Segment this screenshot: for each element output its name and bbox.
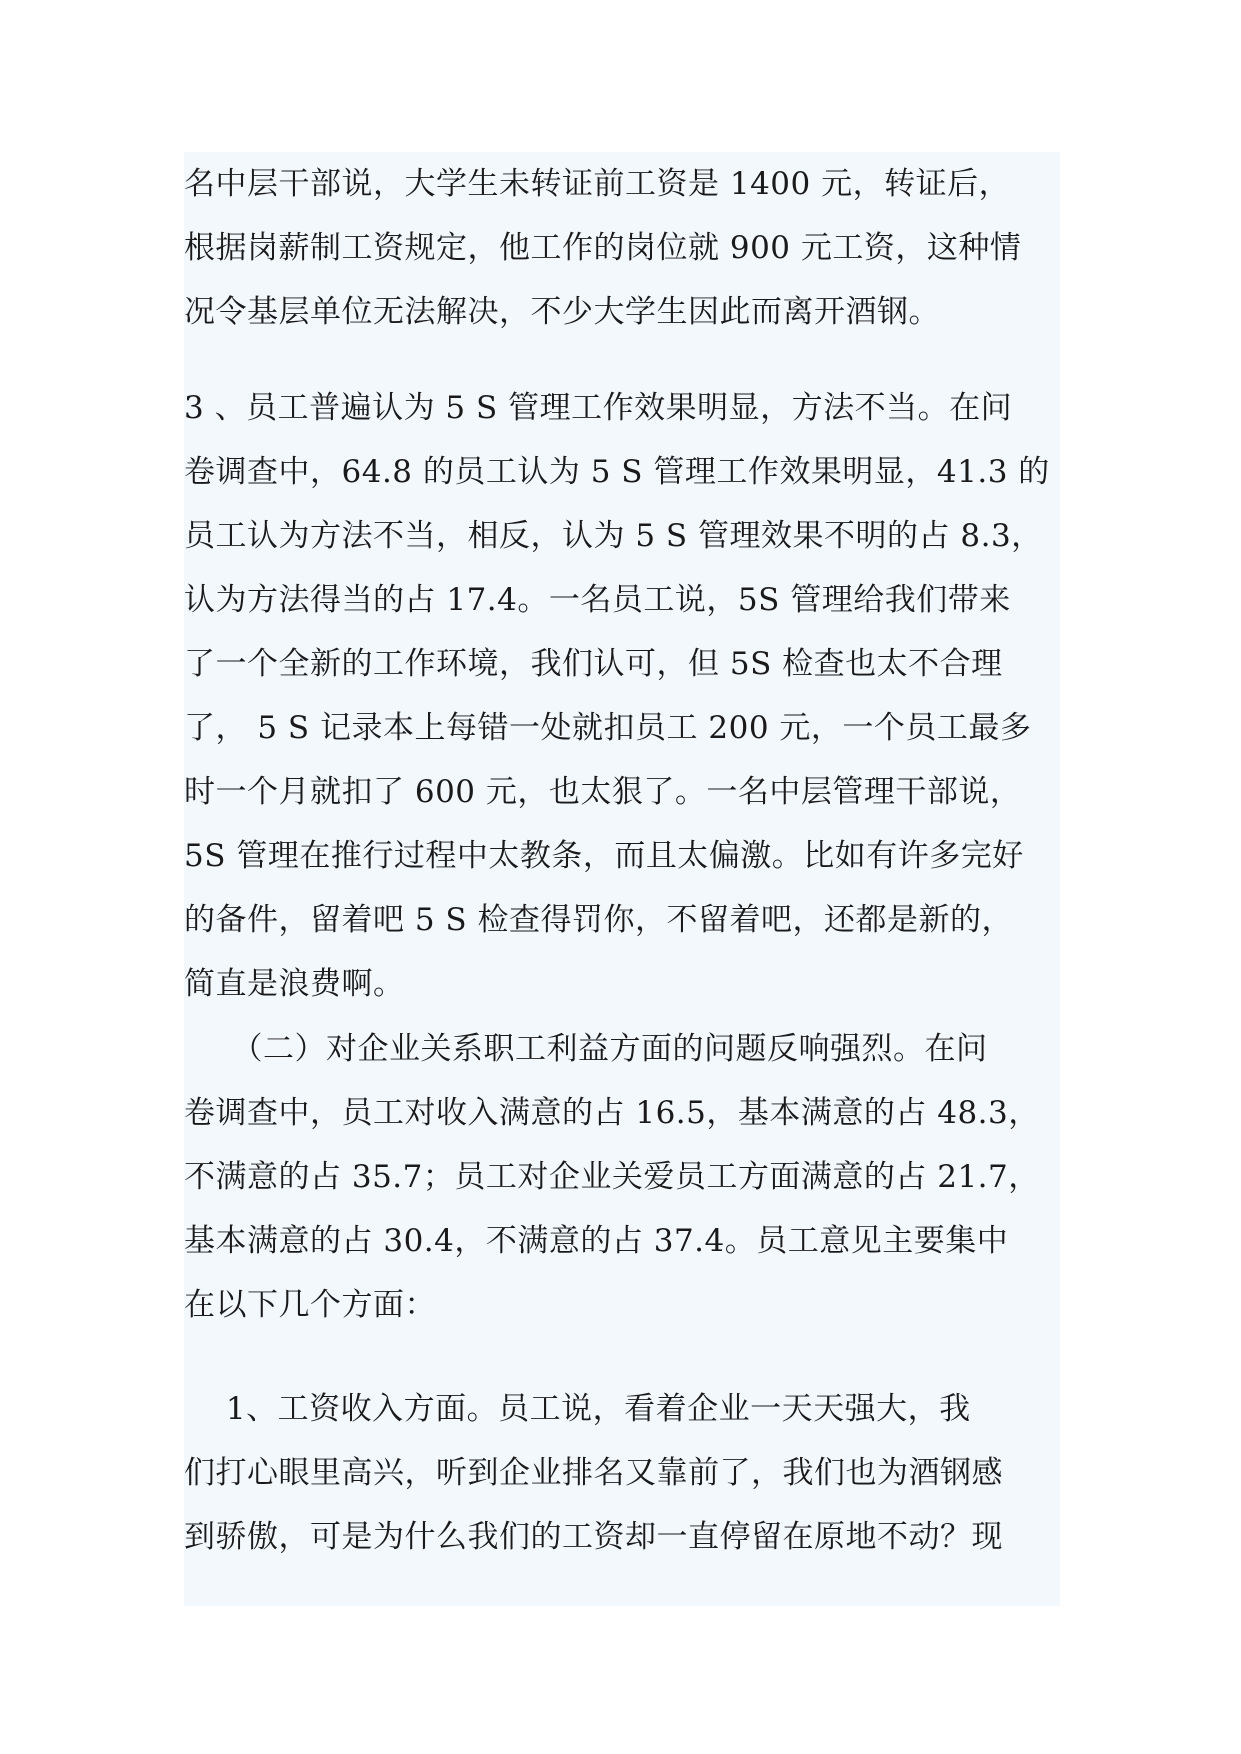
text-line: 的备件，留着吧 5 S 检查得罚你，不留着吧，还都是新的， — [184, 902, 1014, 938]
paragraph-salary-graduates — [184, 152, 1060, 344]
text-line: 在以下几个方面： — [184, 1287, 436, 1323]
text-line: 认为方法得当的占 17.4。一名员工说，5S 管理给我们带来 — [184, 582, 1011, 618]
text-line: 不满意的占 35.7；员工对企业关爱员工方面满意的占 21.7， — [184, 1159, 1040, 1195]
text-line: （二）对企业关系职工利益方面的问题反响强烈。在问 — [184, 1031, 988, 1067]
text-line: 5S 管理在推行过程中太教条，而且太偏激。比如有许多完好 — [184, 838, 1024, 874]
text-line: 根据岗薪制工资规定，他工作的岗位就 900 元工资，这种情 — [184, 230, 1022, 266]
text-line: 卷调查中，员工对收入满意的占 16.5，基本满意的占 48.3， — [184, 1095, 1040, 1131]
text-line: 况令基层单位无法解决，不少大学生因此而离开酒钢。 — [184, 294, 940, 330]
paragraph-wage-income — [184, 1377, 1060, 1569]
text-line: 1、工资收入方面。员工说，看着企业一天天强大，我 — [184, 1391, 971, 1427]
text-line: 名中层干部说，大学生未转证前工资是 1400 元，转证后， — [184, 166, 1011, 202]
text-line: 时一个月就扣了 600 元，也太狠了。一名中层管理干部说， — [184, 774, 1022, 810]
text-line: 们打心眼里高兴，听到企业排名又靠前了，我们也为酒钢感 — [184, 1455, 1003, 1491]
text-line: 了一个全新的工作环境，我们认可，但 5S 检查也太不合理 — [184, 646, 1003, 682]
document-text-panel — [184, 152, 1060, 1606]
text-line: 卷调查中，64.8 的员工认为 5 S 管理工作效果明显，41.3 的 — [184, 454, 1050, 490]
paragraph-5s-management — [184, 376, 1060, 1016]
text-line: 简直是浪费啊。 — [184, 966, 405, 1002]
text-line: 基本满意的占 30.4，不满意的占 37.4。员工意见主要集中 — [184, 1223, 1009, 1259]
text-line: 了， 5 S 记录本上每错一处就扣员工 200 元，一个员工最多 — [184, 710, 1032, 746]
text-line: 员工认为方法不当，相反，认为 5 S 管理效果不明的占 8.3， — [184, 518, 1043, 554]
text-line: 到骄傲，可是为什么我们的工资却一直停留在原地不动？现 — [184, 1519, 1003, 1555]
paragraph-employee-interests — [184, 1017, 1060, 1337]
text-line: 3 、员工普遍认为 5 S 管理工作效果明显，方法不当。在问 — [184, 390, 1013, 426]
